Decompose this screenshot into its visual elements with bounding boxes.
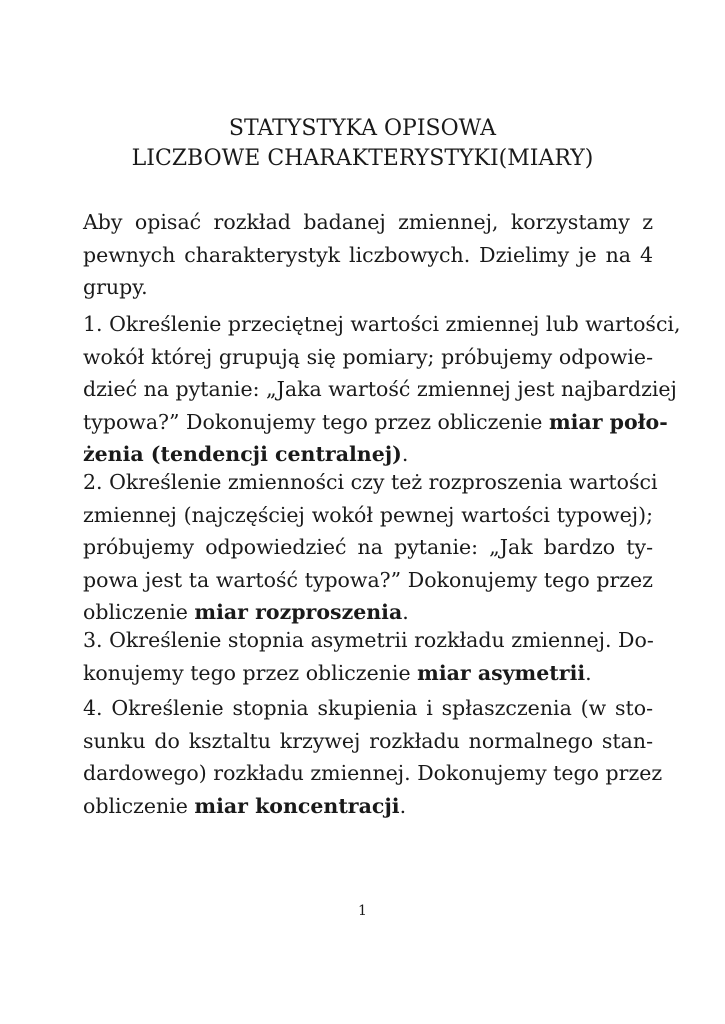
bold-term: miar poło- [548, 409, 668, 434]
bold-term: miar koncentracji [194, 793, 400, 818]
paragraph-text: . [401, 442, 409, 466]
paragraph-line: Aby opisać rozkład badanej zmiennej, korzystamy z [83, 210, 653, 234]
paragraph-text: obliczenie [83, 793, 195, 818]
intro-paragraph [83, 206, 653, 304]
bold-term: miar asymetrii [417, 660, 586, 685]
bold-term: miar rozproszenia [194, 600, 403, 624]
paragraph-text: . [399, 793, 407, 818]
paragraph-line: 4. Określenie stopnia skupienia i spłaszczenia (w sto- [83, 696, 653, 720]
paragraph-line: grupy. [83, 275, 148, 299]
paragraph-text: konujemy tego przez obliczenie [83, 660, 418, 685]
paragraph-line: powa jest ta wartość typowa?” Dokonujemy tego przez [83, 567, 653, 592]
paragraph-line: próbujemy odpowiedzieć na pytanie: „Jak bardzo ty- [83, 535, 653, 559]
paragraph-line: zmiennej (najczęściej wokół pewnej wartości typowej); [83, 502, 653, 527]
item-3-paragraph [83, 624, 653, 689]
item-4-paragraph [83, 692, 663, 822]
paragraph-text: . [402, 600, 409, 624]
paragraph-line: 2. Określenie zmienności czy też rozproszenia wartości [83, 470, 658, 494]
paragraph-line [83, 406, 668, 439]
document-title: STATYSTYKA OPISOWA [228, 116, 497, 141]
paragraph-line: dardowego) rozkładu zmiennej. Dokonujemy tego przez [83, 761, 663, 785]
item-1-paragraph [83, 308, 681, 471]
paragraph-line: wokół której grupują się pomiary; próbujemy odpowie- [83, 344, 653, 369]
paragraph-text: obliczenie [83, 600, 195, 624]
paragraph-line: pewnych charakterystyk liczbowych. Dzielimy je na 4 [83, 242, 653, 267]
page-number: 1 [358, 903, 367, 919]
paragraph-line: sunku do ksztaltu krzywej rozkładu normalnego stan- [83, 728, 653, 753]
paragraph-line [83, 790, 653, 823]
item-2-paragraph [83, 466, 658, 629]
document-subtitle: LICZBOWE CHARAKTERYSTYKI(MIARY) [131, 146, 594, 171]
paragraph-line: 1. Określenie przeciętnej wartości zmiennej lub wartości, [83, 312, 681, 336]
bold-term: żenia (tendencji centralnej) [83, 442, 402, 466]
paragraph-text: typowa?” Dokonujemy tego przez obliczenie [83, 409, 549, 434]
paragraph-line [83, 657, 653, 690]
paragraph-line: 3. Określenie stopnia asymetrii rozkładu zmiennej. Do- [83, 628, 654, 652]
paragraph-text: . [585, 660, 592, 685]
paragraph-line: dzieć na pytanie: „Jaka wartość zmiennej jest najbardziej [83, 377, 677, 401]
